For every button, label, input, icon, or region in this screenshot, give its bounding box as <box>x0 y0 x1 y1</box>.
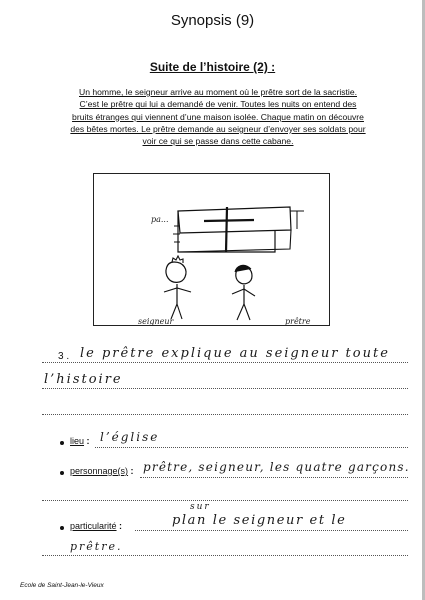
section-subtitle <box>0 60 425 74</box>
particularite-colon: : <box>116 521 123 531</box>
story-line: voir ce qui se passe dans cette cabane. <box>142 136 294 147</box>
hatch-marks <box>173 226 180 242</box>
story-line: C’est le prêtre qui lui a demandé de venir. Toutes les nuits on entend des <box>79 99 357 110</box>
cross-vertical <box>226 207 227 252</box>
subtitle-text: Suite de l’histoire (2) : <box>149 60 276 74</box>
page-title: Synopsis (9) <box>170 12 255 29</box>
dotted-line <box>42 362 408 363</box>
school-footer: Ecole de Saint-Jean-le-Vieux <box>20 582 104 589</box>
particularite-value: plan le seigneur et le <box>172 513 347 528</box>
lieu-colon: : <box>84 436 90 446</box>
question-number: 3 . <box>58 351 70 362</box>
bullet-icon <box>60 471 64 475</box>
child-drawing <box>94 174 331 327</box>
bullet-icon <box>60 441 64 445</box>
story-line: bruits étranges qui viennent d’une maison isolée. Chaque matin on découvre <box>72 111 364 122</box>
drawing-label-top: pa... <box>151 215 169 224</box>
bullet-icon <box>60 526 64 530</box>
story-paragraph <box>38 86 398 147</box>
lieu-value: l’église <box>100 430 160 444</box>
pretre-legs <box>237 304 250 320</box>
bracket-mark <box>290 211 304 229</box>
dotted-line <box>42 414 408 415</box>
dotted-line <box>135 530 408 531</box>
story-line: Un homme, le seigneur arrive au moment où le prêtre sort de la sacristie. <box>79 87 357 97</box>
field-particularite <box>70 521 122 531</box>
particularite-label: particularité <box>70 521 117 531</box>
seigneur-head <box>166 262 186 282</box>
dotted-line <box>95 447 408 448</box>
answer-line-2: l’histoire <box>44 372 123 387</box>
particularite-insert: sur <box>190 502 211 512</box>
dotted-line <box>140 477 408 478</box>
personnages-label: personnage(s) <box>70 466 129 476</box>
particularite-value-2: prêtre. <box>70 540 123 553</box>
dotted-line <box>42 555 408 556</box>
pretre-hair <box>235 265 251 272</box>
field-personnages <box>70 466 134 476</box>
dotted-line <box>42 500 408 501</box>
field-lieu <box>70 436 90 446</box>
cross-horizontal <box>204 220 254 221</box>
personnages-value: prêtre, seigneur, les quatre garçons. <box>143 460 410 474</box>
drawing-label-pretre: prêtre <box>285 317 311 326</box>
table-edge <box>178 230 291 252</box>
drawing-label-seigneur: seigneur <box>138 317 174 326</box>
dotted-line <box>42 388 408 389</box>
drawing-frame <box>93 173 330 326</box>
story-line: des bêtes mortes. Le prêtre demande au seigneur d’envoyer ses soldats pour <box>70 123 366 134</box>
lieu-label: lieu <box>70 436 85 446</box>
answer-line-1: le prêtre explique au seigneur toute <box>80 346 390 361</box>
personnages-colon: : <box>128 466 134 476</box>
